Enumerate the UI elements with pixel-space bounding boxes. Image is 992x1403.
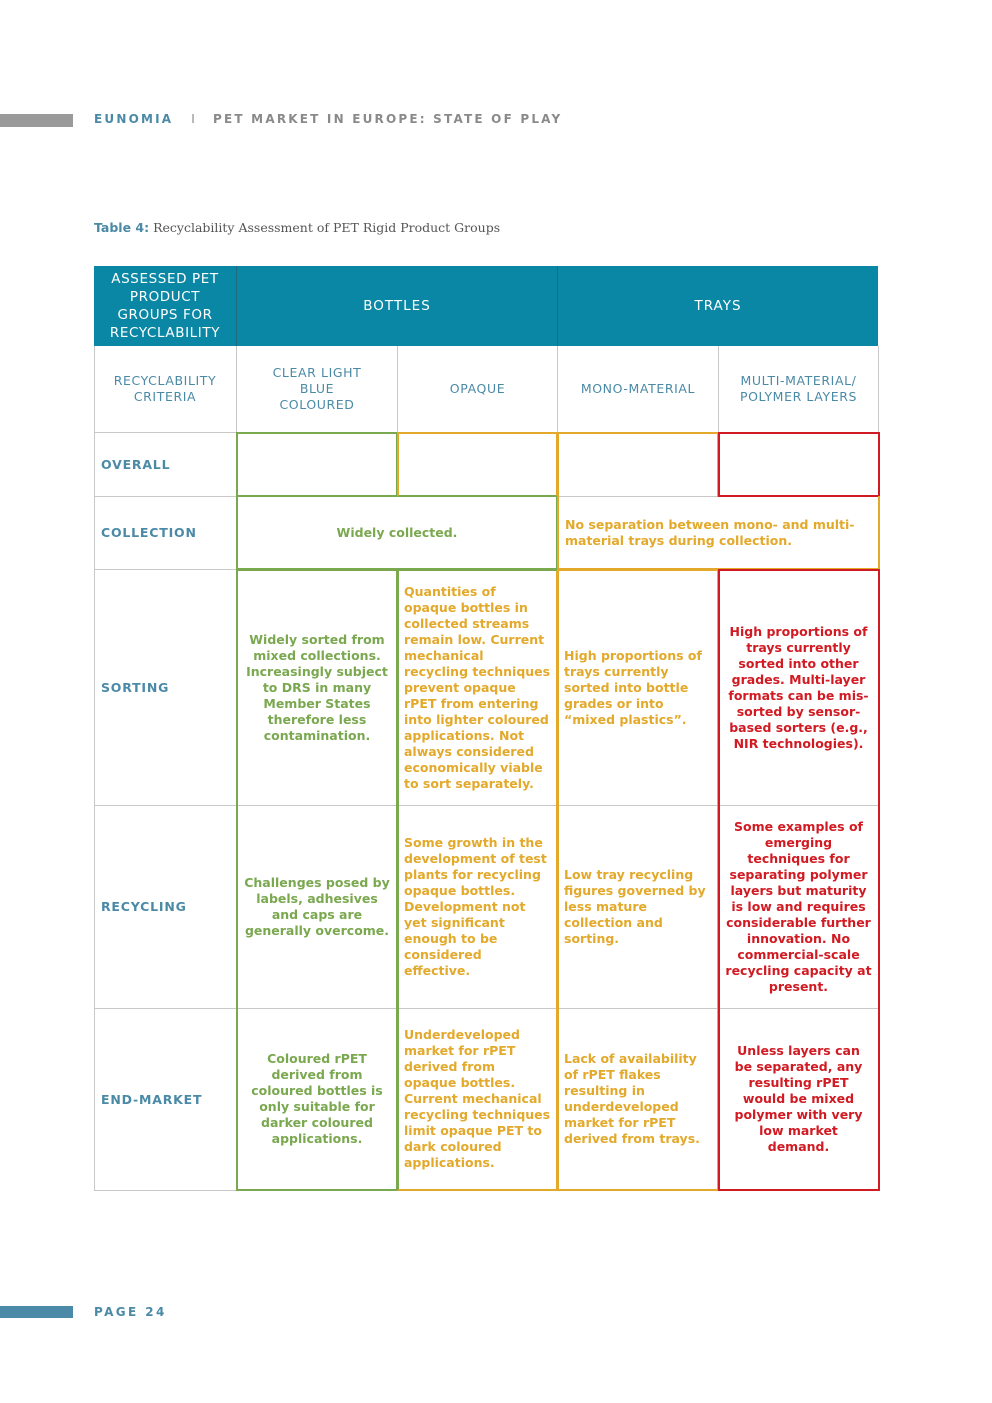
criteria-header bbox=[94, 346, 236, 432]
group-bottles-text: BOTTLES bbox=[363, 298, 431, 314]
row-label-overall bbox=[94, 432, 236, 496]
row-label-sorting bbox=[94, 569, 236, 805]
group-header-trays bbox=[558, 266, 878, 346]
sorting-multi bbox=[720, 571, 877, 805]
subheader-opaque bbox=[398, 346, 557, 432]
subheader-mono bbox=[558, 346, 718, 432]
caption-text: Recyclability Assessment of PET Rigid Product Groups bbox=[153, 220, 501, 235]
recycling-multi bbox=[720, 805, 877, 1008]
end-market-mono-text: Lack of availability of rPET flakes resulting in underdeveloped market for rPET derived from trays. bbox=[564, 1051, 700, 1146]
row-label-end-market-text: END-MARKET bbox=[101, 1091, 203, 1107]
group-header-bottles bbox=[237, 266, 557, 346]
subheader-clear bbox=[237, 346, 397, 432]
sorting-mono-text: High proportions of trays currently sorted into bottle grades or into “mixed plastics”. bbox=[564, 648, 702, 727]
rating-box-overall-clear bbox=[236, 432, 398, 497]
corner-header bbox=[94, 266, 236, 346]
row-label-collection-text: COLLECTION bbox=[101, 525, 197, 540]
recycling-clear bbox=[238, 805, 396, 1008]
sorting-clear-text: Widely sorted from mixed collections. Increasingly subject to DRS in many Member States therefore less contamination. bbox=[246, 632, 388, 743]
subheader-opaque-text: OPAQUE bbox=[449, 381, 506, 396]
corner-header-text: ASSESSED PET PRODUCT GROUPS FOR RECYCLABILITY bbox=[109, 271, 221, 341]
document-title: PET MARKET IN EUROPE: STATE OF PLAY bbox=[213, 112, 563, 126]
recycling-mono bbox=[559, 805, 717, 1008]
end-market-opaque bbox=[399, 1008, 556, 1190]
subheader-multi-text: MULTI-MATERIAL/ POLYMER LAYERS bbox=[739, 373, 858, 404]
collection-trays-text: No separation between mono- and multi-material trays during collection. bbox=[565, 516, 855, 548]
sorting-multi-text: High proportions of trays currently sorted into other grades. Multi-layer formats can be mis-sorted by sensor-based sorters (e.g., NIR technologies). bbox=[728, 624, 869, 751]
subheader-mono-text: MONO-MATERIAL bbox=[580, 381, 696, 396]
end-market-clear bbox=[238, 1008, 396, 1190]
recycling-opaque-text: Some growth in the development of test plants for recycling opaque bottles. Development not yet significant enough to be considered effective. bbox=[404, 834, 547, 978]
header-accent-bar bbox=[0, 114, 73, 127]
row-label-recycling bbox=[94, 805, 236, 1008]
recycling-opaque bbox=[399, 805, 556, 1008]
subheader-clear-text: CLEAR LIGHT BLUE COLOURED bbox=[272, 365, 362, 412]
rating-box-overall-opaque bbox=[397, 432, 558, 497]
collection-trays bbox=[559, 496, 877, 569]
collection-bottles-text: Widely collected. bbox=[336, 524, 458, 540]
subheader-multi bbox=[719, 346, 878, 432]
page-number: PAGE 24 bbox=[94, 1305, 167, 1319]
end-market-clear-text: Coloured rPET derived from coloured bottles is only suitable for darker coloured applications. bbox=[251, 1051, 383, 1146]
criteria-header-text: RECYCLABILITY CRITERIA bbox=[113, 373, 217, 404]
recycling-clear-text: Challenges posed by labels, adhesives and caps are generally overcome. bbox=[244, 874, 390, 938]
row-label-sorting-text: SORTING bbox=[101, 679, 170, 695]
grid-line bbox=[878, 346, 879, 432]
row-label-recycling-text: RECYCLING bbox=[101, 899, 187, 914]
header-separator: I bbox=[191, 112, 198, 126]
caption-label: Table 4: bbox=[94, 220, 150, 235]
end-market-multi bbox=[720, 1008, 877, 1190]
rating-box-overall-mono bbox=[557, 432, 719, 497]
end-market-multi-text: Unless layers can be separated, any resulting rPET would be mixed polymer with very low market demand. bbox=[734, 1043, 863, 1154]
collection-bottles bbox=[238, 496, 556, 569]
footer-accent-bar bbox=[0, 1306, 73, 1318]
rating-box-overall-multi bbox=[718, 432, 880, 497]
sorting-clear bbox=[238, 571, 396, 805]
sorting-mono bbox=[559, 571, 717, 805]
end-market-mono bbox=[559, 1008, 717, 1190]
brand-name: EUNOMIA bbox=[94, 112, 174, 126]
sorting-opaque-text: Quantities of opaque bottles in collected streams remain low. Current mechanical recycling techniques prevent opaque rPET from entering into lighter coloured applications. Not always considered economically viable to sort separately. bbox=[404, 584, 551, 791]
group-trays-text: TRAYS bbox=[694, 298, 742, 314]
table-caption bbox=[94, 220, 500, 235]
row-label-collection bbox=[94, 496, 236, 569]
sorting-opaque bbox=[399, 571, 556, 805]
row-label-overall-text: OVERALL bbox=[101, 456, 171, 472]
recycling-mono-text: Low tray recycling figures governed by less mature collection and sorting. bbox=[564, 866, 706, 946]
recycling-multi-text: Some examples of emerging techniques for separating polymer layers but maturity is low and requires considerable further innovation. No commercial-scale recycling capacity at present. bbox=[725, 818, 872, 994]
running-header bbox=[94, 112, 562, 126]
row-label-end-market bbox=[94, 1008, 236, 1190]
grid-line bbox=[94, 1190, 236, 1191]
end-market-opaque-text: Underdeveloped market for rPET derived from opaque bottles. Current mechanical recycling techniques limit opaque PET to dark coloured applications. bbox=[404, 1027, 551, 1170]
